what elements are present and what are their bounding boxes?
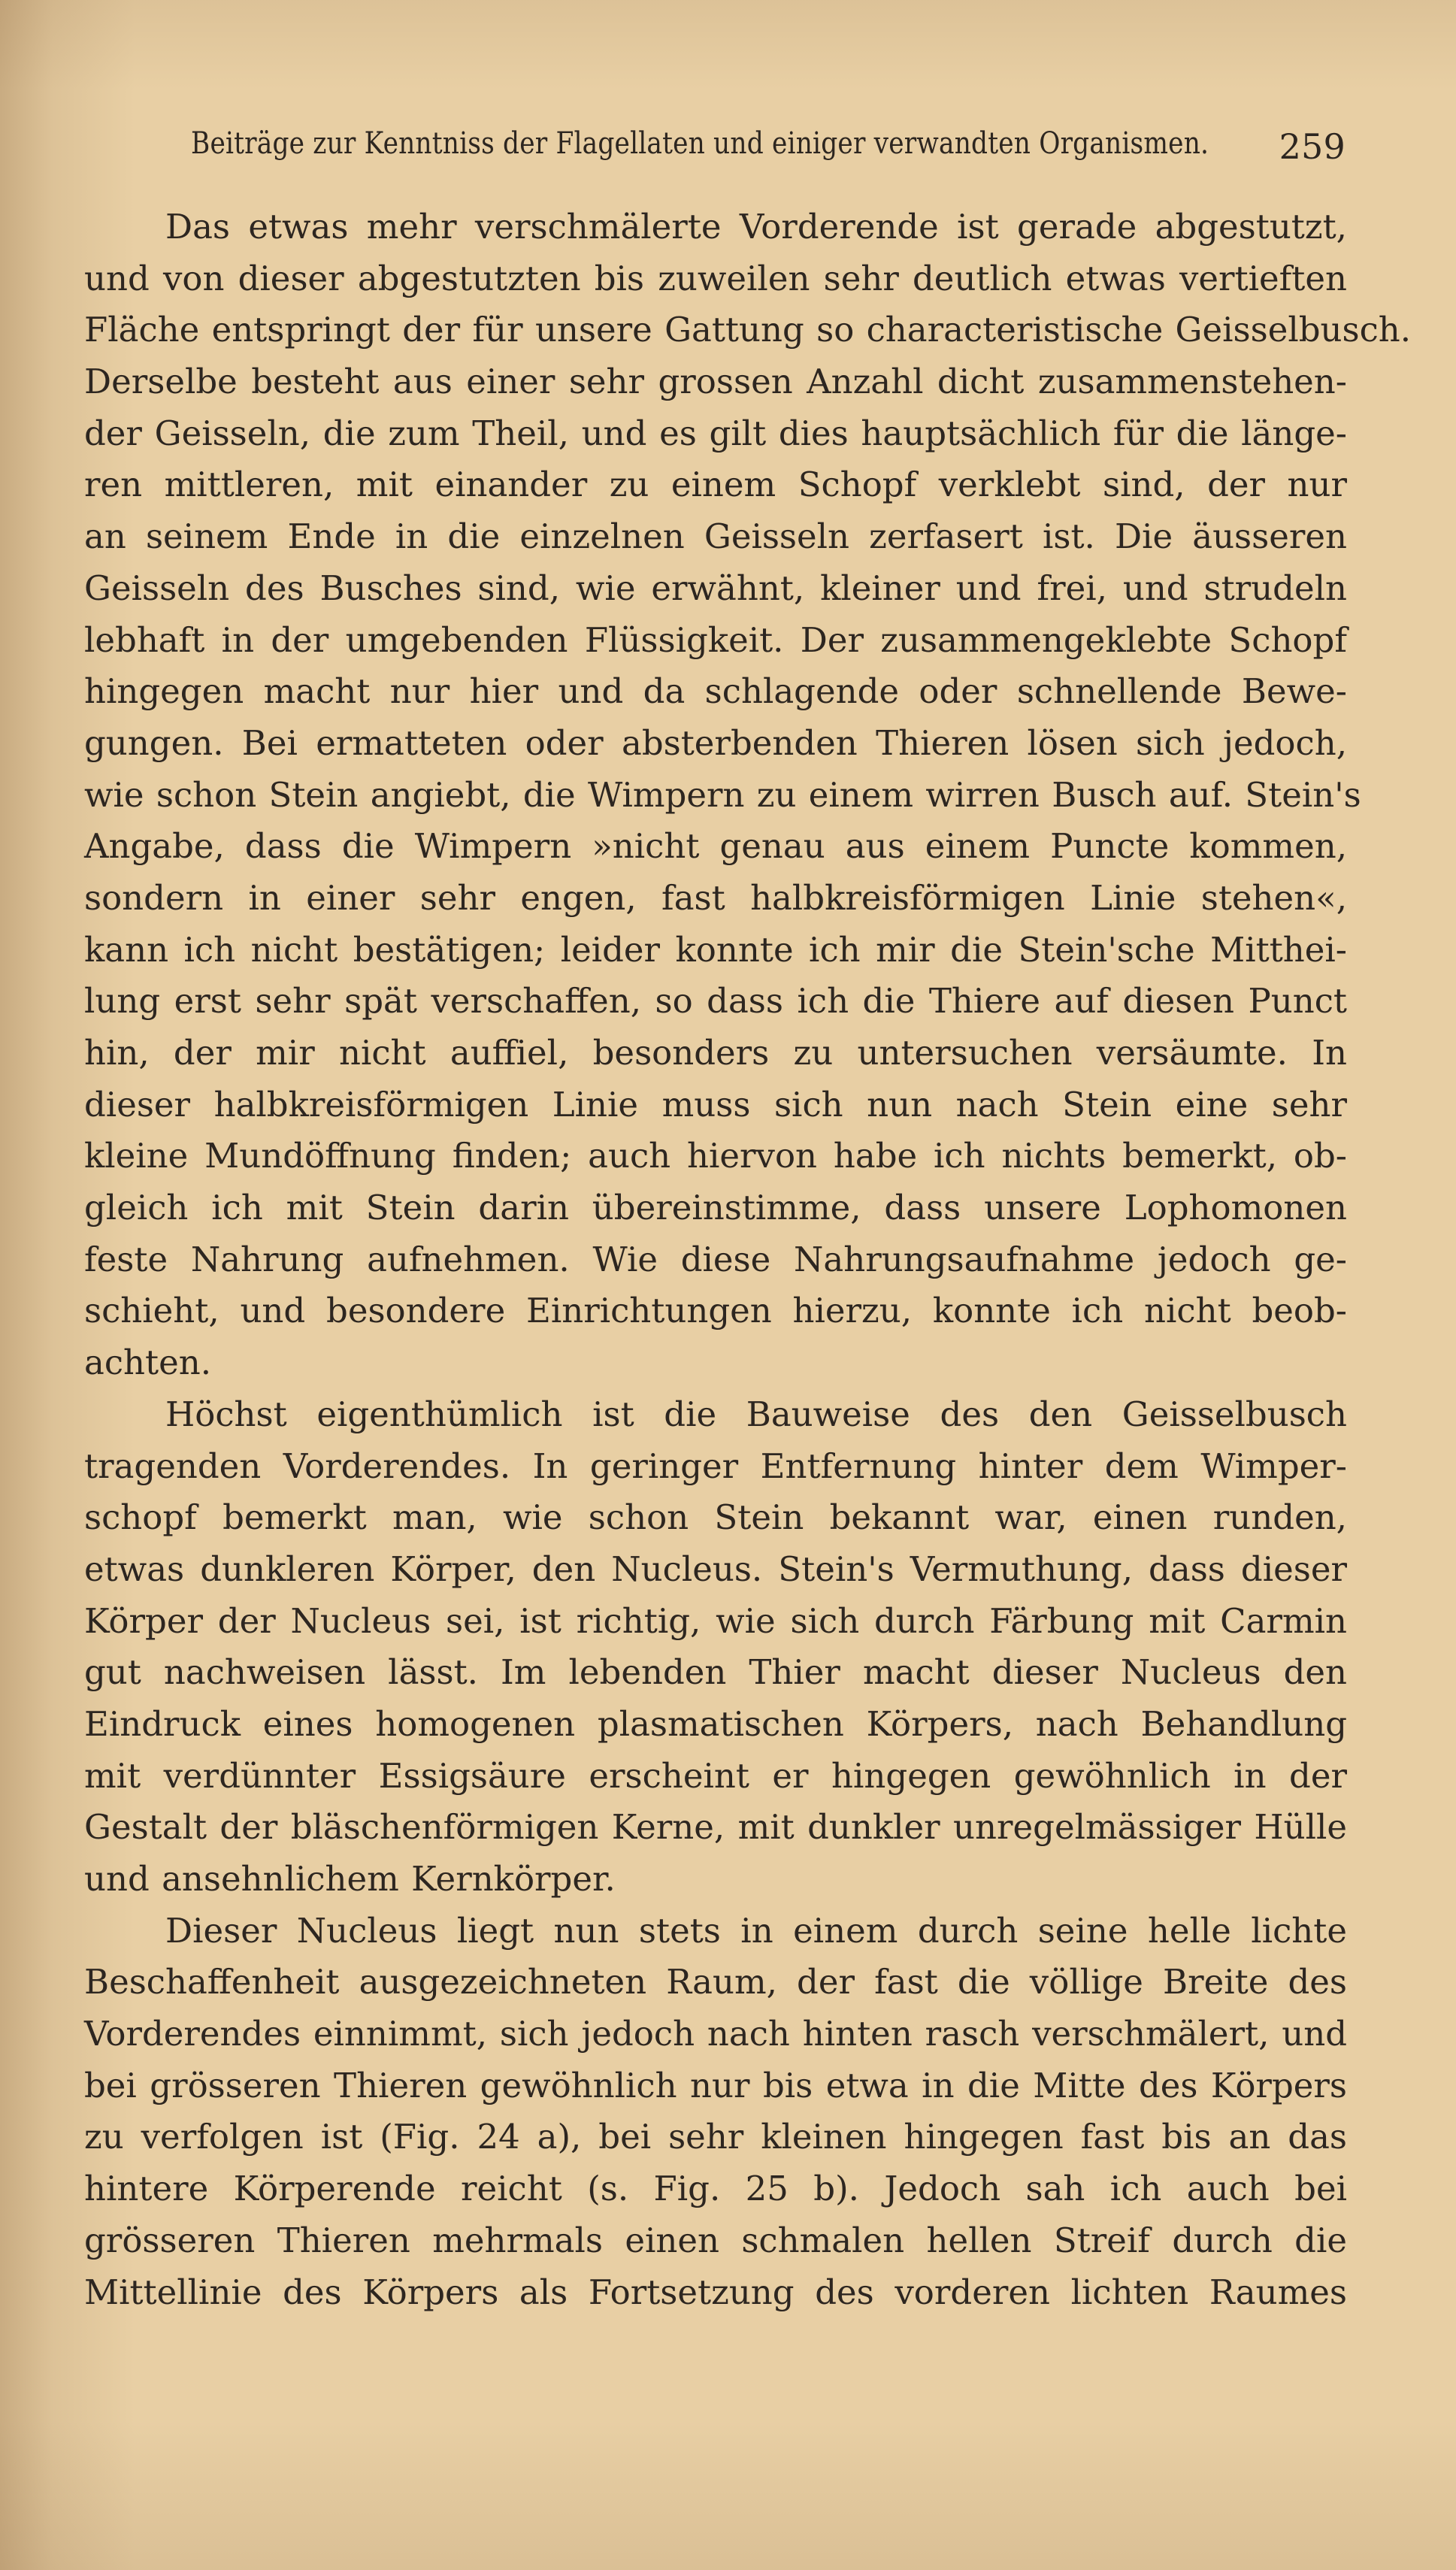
text-line: wie schon Stein angiebt, die Wimpern zu einem wirren Busch auf. Stein's — [84, 774, 1361, 815]
text-line: hintere Körperende reicht (s. Fig. 25 b). Jedoch sah ich auch bei — [84, 2169, 1347, 2209]
text-line: grösseren Thieren mehrmals einen schmalen hellen Streif durch die — [84, 2220, 1347, 2260]
text-line: achten. — [84, 1343, 212, 1383]
text-line: feste Nahrung aufnehmen. Wie diese Nahrungsaufnahme jedoch ge- — [84, 1239, 1347, 1279]
text-line: etwas dunkleren Körper, den Nucleus. Stein's Vermuthung, dass dieser — [84, 1548, 1347, 1589]
text-line: Angabe, dass die Wimpern »nicht genau aus einem Puncte kommen, — [84, 826, 1347, 867]
text-line: Körper der Nucleus sei, ist richtig, wie sich durch Färbung mit Carmin — [84, 1600, 1347, 1641]
running-head — [180, 126, 1346, 171]
text-line: Geisseln des Busches sind, wie erwähnt, kleiner und frei, und strudeln — [84, 568, 1347, 608]
text-line: gungen. Bei ermatteten oder absterbenden Thieren lösen sich jedoch, — [84, 722, 1347, 763]
text-line: gut nachweisen lässt. Im lebenden Thier macht dieser Nucleus den — [84, 1652, 1347, 1693]
text-line: kann ich nicht bestätigen; leider konnte ich mir die Stein'sche Mitthei- — [84, 929, 1347, 970]
text-line: ren mittleren, mit einander zu einem Schopf verklebt sind, der nur — [84, 465, 1347, 505]
text-line: Höchst eigenthümlich ist die Bauweise des den Geisselbusch — [165, 1394, 1347, 1434]
text-line: hin, der mir nicht auffiel, besonders zu untersuchen versäumte. In — [84, 1033, 1347, 1073]
text-line: schopf bemerkt man, wie schon Stein bekannt war, einen runden, — [84, 1497, 1347, 1538]
text-line: Derselbe besteht aus einer sehr grossen Anzahl dicht zusammenstehen- — [84, 362, 1347, 402]
text-line: zu verfolgen ist (Fig. 24 a), bei sehr kleinen hingegen fast bis an das — [84, 2117, 1347, 2157]
text-line: Dieser Nucleus liegt nun stets in einem durch seine helle lichte — [165, 1910, 1347, 1951]
text-line: hingegen macht nur hier und da schlagende oder schnellende Bewe- — [84, 671, 1347, 712]
text-line: tragenden Vorderendes. In geringer Entfernung hinter dem Wimper- — [84, 1445, 1347, 1486]
text-line: Beschaffenheit ausgezeichneten Raum, der fast die völlige Breite des — [84, 1962, 1347, 2002]
text-line: Eindruck eines homogenen plasmatischen Körpers, nach Behandlung — [84, 1703, 1347, 1744]
text-line: Gestalt der bläschenförmigen Kerne, mit dunkler unregelmässiger Hülle — [84, 1807, 1347, 1848]
text-line: gleich ich mit Stein darin übereinstimme, dass unsere Lophomonen — [84, 1188, 1347, 1228]
text-line: Vorderendes einnimmt, sich jedoch nach hinten rasch verschmälert, und — [84, 2014, 1347, 2054]
running-title: Beiträge zur Kenntniss der Flagellaten und einiger verwandten Organismen. — [191, 126, 1209, 161]
text-line: Mittellinie des Körpers als Fortsetzung des vorderen lichten Raumes — [84, 2272, 1347, 2312]
text-line: und ansehnlichem Kernkörper. — [84, 1859, 616, 1899]
page-number: 259 — [1279, 126, 1346, 167]
text-line: Das etwas mehr verschmälerte Vorderende ist gerade abgestutzt, — [165, 207, 1347, 247]
text-line: lung erst sehr spät verschaffen, so dass ich die Thiere auf diesen Punct — [84, 981, 1347, 1022]
text-line: an seinem Ende in die einzelnen Geisseln zerfasert ist. Die äusseren — [84, 516, 1347, 557]
text-line: schieht, und besondere Einrichtungen hierzu, konnte ich nicht beob- — [84, 1291, 1347, 1331]
text-line: Fläche entspringt der für unsere Gattung so characteristische Geisselbusch. — [84, 310, 1412, 350]
body-text — [84, 201, 1412, 2318]
text-line: mit verdünnter Essigsäure erscheint er hingegen gewöhnlich in der — [84, 1755, 1347, 1796]
text-line: lebhaft in der umgebenden Flüssigkeit. Der zusammengeklebte Schopf — [84, 619, 1347, 660]
text-line: sondern in einer sehr engen, fast halbkreisförmigen Linie stehen«, — [84, 877, 1347, 918]
text-line: und von dieser abgestutzten bis zuweilen sehr deutlich etwas vertieften — [84, 258, 1347, 298]
text-line: kleine Mundöffnung finden; auch hiervon habe ich nichts bemerkt, ob- — [84, 1136, 1347, 1176]
text-line: der Geisseln, die zum Theil, und es gilt dies hauptsächlich für die länge- — [84, 413, 1347, 453]
text-line: dieser halbkreisförmigen Linie muss sich nun nach Stein eine sehr — [84, 1084, 1347, 1125]
text-line: bei grösseren Thieren gewöhnlich nur bis etwa in die Mitte des Körpers — [84, 2065, 1347, 2105]
